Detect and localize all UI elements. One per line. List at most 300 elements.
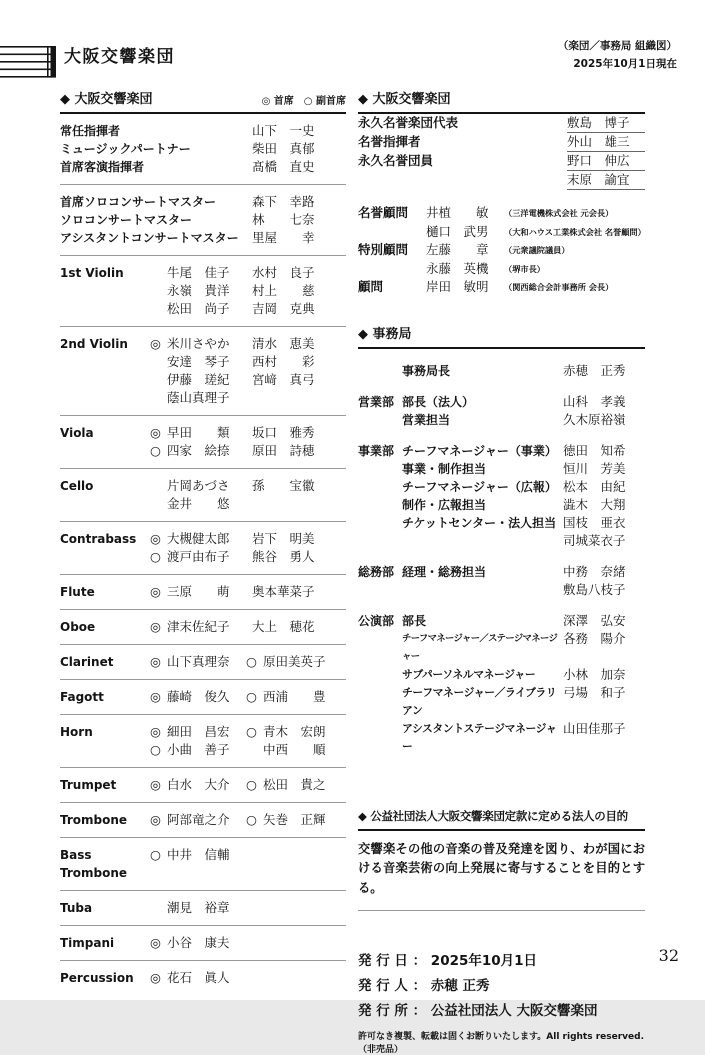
principal-mark: ◎ <box>150 619 161 634</box>
principal-mark <box>150 282 167 300</box>
name-cell <box>150 741 246 759</box>
name-cell <box>246 229 346 247</box>
principal-mark <box>150 495 167 513</box>
instrument-label: 1st Violin <box>60 266 124 280</box>
department-label <box>358 514 402 532</box>
instrument-label: Oboe <box>60 620 96 634</box>
instrument-label: Flute <box>60 585 95 599</box>
spacer <box>358 190 645 204</box>
member-name: 松田 貴之 <box>263 777 326 792</box>
instrument-section <box>60 926 346 961</box>
principal-mark: ◎ <box>150 584 161 599</box>
name-cell <box>150 653 246 671</box>
colophon-line: 発 行 日 ： 2025年10月1日 <box>358 953 538 970</box>
orchestra-section-header <box>60 88 346 114</box>
office-row <box>358 581 645 599</box>
instrument-section <box>60 416 346 469</box>
department-label <box>358 532 402 550</box>
role-label: ミュージックパートナー <box>60 142 191 156</box>
office-row <box>358 460 645 478</box>
instrument-label: Bass Trombone <box>60 848 128 880</box>
instrument-label <box>60 442 150 460</box>
office-row <box>358 630 645 666</box>
member-name: 各務 陽介 <box>563 630 626 646</box>
name-cell <box>150 530 246 548</box>
role-label: ソロコンサートマスター <box>60 213 193 227</box>
instrument-label <box>60 300 150 318</box>
instrument-section <box>60 610 346 645</box>
member-row <box>60 389 346 407</box>
member-name: 米川さやか <box>167 336 230 351</box>
name-cell <box>150 899 246 917</box>
leader-group <box>60 114 346 185</box>
role-label: チーフマネージャー／ステージマネージャー <box>402 632 558 662</box>
role-label: 部長（法人） <box>402 394 475 409</box>
instrument-label: Trombone <box>60 813 128 827</box>
office-row <box>358 478 645 496</box>
member-row <box>60 846 346 882</box>
principal-mark: ○ <box>246 777 257 792</box>
name-cell <box>150 477 246 495</box>
member-name: 国枝 亜衣 <box>563 514 626 530</box>
principal-mark: ◎ <box>150 812 161 827</box>
meta-as-of-date: 2025年10月1日現在 <box>573 57 677 70</box>
name-cell <box>150 811 246 829</box>
member-name: 蔭山真理子 <box>167 390 230 405</box>
instrument-label: Viola <box>60 426 94 440</box>
name-cell <box>150 424 246 442</box>
instrument-label <box>60 389 150 407</box>
instrument-label: Cello <box>60 479 94 493</box>
name-cell <box>246 776 346 794</box>
member-name: 三原 萌 <box>167 584 230 599</box>
honorary-row <box>358 171 645 190</box>
member-row <box>60 776 346 794</box>
principal-mark: ◎ <box>150 970 161 985</box>
member-name: 永嶺 貴洋 <box>167 283 230 298</box>
member-name: 津末佐紀子 <box>167 619 230 634</box>
member-row <box>60 530 346 548</box>
member-name: 野口 伸広 <box>567 152 645 171</box>
instrument-section <box>60 575 346 610</box>
member-name: 山下真理奈 <box>167 654 230 669</box>
advisor-row <box>358 278 645 297</box>
department-label <box>358 666 402 684</box>
member-name: 中務 奈緒 <box>563 563 626 579</box>
department-label <box>358 478 402 496</box>
role-label: アシスタントステージマネージャー <box>402 721 557 753</box>
advisor-row <box>358 241 645 260</box>
name-cell <box>150 723 246 741</box>
member-name: 西浦 豊 <box>263 689 326 704</box>
member-row <box>60 282 346 300</box>
page-meta <box>558 38 677 74</box>
name-cell <box>150 618 246 636</box>
member-row <box>60 741 346 759</box>
instrument-label <box>60 548 150 566</box>
member-name: 髙橋 直史 <box>252 159 315 174</box>
office-row <box>358 393 645 411</box>
member-name: 中西 順 <box>263 742 326 757</box>
honorary-title: 名誉指揮者 <box>358 134 421 149</box>
leader-row <box>60 211 346 229</box>
member-row <box>60 618 346 636</box>
instrument-section <box>60 645 346 680</box>
principal-mark: ○ <box>246 689 257 704</box>
member-name: 渡戸由布子 <box>167 549 230 564</box>
role-label: チーフマネージャー（広報） <box>402 479 557 494</box>
name-cell <box>246 530 346 548</box>
leader-row <box>60 193 346 211</box>
member-name: 岩下 明美 <box>252 531 315 546</box>
honorary-title <box>358 171 567 190</box>
instrument-label: Fagott <box>60 690 104 704</box>
honorary-row <box>358 133 645 152</box>
principal-mark: ◎ <box>150 654 161 669</box>
role-label <box>402 532 563 550</box>
role-label: 常任指揮者 <box>60 124 121 138</box>
instrument-label: Horn <box>60 725 93 739</box>
page-number: 32 <box>658 946 679 965</box>
role-label: チケットセンター・法人担当 <box>402 515 557 530</box>
music-staff-icon <box>0 44 56 80</box>
member-row <box>60 442 346 460</box>
leader-row <box>60 158 346 176</box>
office-row <box>358 411 645 429</box>
instrument-label: Contrabass <box>60 532 137 546</box>
office-row <box>358 532 645 550</box>
role-label: 営業担当 <box>402 412 451 427</box>
name-cell <box>246 583 346 601</box>
advisor-title <box>358 223 426 242</box>
department-label: 営業部 <box>358 394 395 409</box>
role-label: チーフマネージャー（事業） <box>402 443 557 458</box>
member-name: 片岡あづさ <box>167 478 230 493</box>
principal-mark <box>150 477 167 495</box>
member-row <box>60 969 346 987</box>
department-label <box>358 581 402 599</box>
member-row <box>60 371 346 389</box>
member-row <box>60 653 346 671</box>
meta-orgchart-note: （楽団／事務局 組織図） <box>557 40 677 52</box>
name-cell <box>246 741 346 759</box>
member-name: 四家 絵捺 <box>167 443 230 458</box>
name-cell <box>246 335 346 353</box>
member-row <box>60 934 346 952</box>
page-title: 大阪交響楽団 <box>64 47 175 67</box>
org-board-title: ◆ 大阪交響楽団 <box>358 92 451 107</box>
colophon-line: 発 行 所 ： 公益社団法人 大阪交響楽団 <box>358 1003 598 1020</box>
name-cell <box>150 495 246 513</box>
name-cell <box>150 846 246 882</box>
purpose-header <box>358 808 645 831</box>
member-name: 西村 彩 <box>252 354 315 369</box>
office-header <box>358 323 645 349</box>
honorary-title: 永久名誉団員 <box>358 153 434 168</box>
department-label <box>358 460 402 478</box>
member-name: 岸田 敏明 <box>426 279 489 294</box>
role-label: 事業・制作担当 <box>402 461 487 476</box>
member-list <box>60 114 346 995</box>
instrument-label: Trumpet <box>60 778 117 792</box>
name-cell <box>150 776 246 794</box>
name-cell <box>150 282 246 300</box>
advisor-note: （堺市長） <box>504 263 545 274</box>
colophon-lines <box>358 949 645 1024</box>
principal-mark <box>150 899 167 917</box>
instrument-label: Timpani <box>60 936 115 950</box>
leader-row <box>60 229 346 247</box>
member-name: 山科 孝義 <box>563 393 626 409</box>
colophon <box>358 949 645 1055</box>
advisor-list <box>358 204 645 297</box>
office-row <box>358 666 645 684</box>
principal-mark: ○ <box>246 654 257 669</box>
member-name: 宮﨑 真弓 <box>252 372 315 387</box>
leader-row <box>60 122 346 140</box>
office-row <box>358 720 645 756</box>
principal-mark: ○ <box>150 549 161 564</box>
member-row <box>60 495 346 513</box>
name-cell <box>150 688 246 706</box>
name-cell <box>150 442 246 460</box>
member-name: 水村 良子 <box>252 265 315 280</box>
purpose-title: ◆ 公益社団法人大阪交響楽団定款に定める法人の目的 <box>358 808 628 823</box>
instrument-section <box>60 469 346 522</box>
member-row <box>60 424 346 442</box>
office-row <box>358 362 645 380</box>
department-label <box>358 684 402 720</box>
name-cell <box>246 158 346 176</box>
name-cell <box>246 477 346 495</box>
member-name: 山下 一史 <box>252 123 315 138</box>
member-name: 山田佳那子 <box>563 720 626 736</box>
member-name: 安達 琴子 <box>167 354 230 369</box>
name-cell <box>246 548 346 566</box>
principal-mark: ○ <box>150 742 161 757</box>
advisor-note: （大和ハウス工業株式会社 名誉顧問） <box>504 226 646 237</box>
name-cell <box>150 389 246 407</box>
principal-mark: ◎ <box>150 724 161 739</box>
role-label: 経理・総務担当 <box>402 564 487 579</box>
member-name: 坂口 雅秀 <box>252 425 315 440</box>
principal-mark <box>150 300 167 318</box>
department-label <box>358 411 402 429</box>
member-name: 樋口 武男 <box>426 223 489 239</box>
orchestra-section-title: ◆ 大阪交響楽団 <box>60 92 153 107</box>
instrument-section <box>60 256 346 327</box>
principal-mark: ◎ <box>150 336 161 351</box>
principal-mark: ○ <box>246 724 257 739</box>
instrument-label <box>60 371 150 389</box>
office-row <box>358 612 645 630</box>
member-name: 藤崎 俊久 <box>167 689 230 704</box>
department-label: 事業部 <box>358 443 395 458</box>
member-name: 左藤 章 <box>426 242 489 257</box>
office-row <box>358 442 645 460</box>
member-name: 中井 信輔 <box>167 847 230 862</box>
member-name: 小林 加奈 <box>563 666 626 682</box>
instrument-section <box>60 838 346 891</box>
instrument-label <box>60 741 150 759</box>
name-cell <box>246 353 346 371</box>
advisor-note: （関西総合会計事務所 会長） <box>504 282 614 292</box>
org-board-header <box>358 88 645 114</box>
instrument-section <box>60 522 346 575</box>
advisor-note: （三洋電機株式会社 元会長） <box>504 208 614 218</box>
office-row <box>358 684 645 720</box>
instrument-section <box>60 891 346 926</box>
advisor-note: （元衆議院議員） <box>504 245 570 255</box>
role-label <box>402 581 563 599</box>
member-row <box>60 688 346 706</box>
name-cell <box>150 548 246 566</box>
name-cell <box>246 723 346 741</box>
name-cell <box>246 264 346 282</box>
principal-mark <box>246 741 263 759</box>
name-cell <box>150 335 246 353</box>
leader-group <box>60 185 346 256</box>
advisor-title: 名誉顧問 <box>358 205 409 220</box>
name-cell <box>150 934 246 952</box>
name-cell <box>246 618 346 636</box>
instrument-label <box>60 495 150 513</box>
member-row <box>60 548 346 566</box>
principal-mark: ◎ <box>150 935 161 950</box>
member-name: 永藤 英機 <box>426 260 489 276</box>
department-label: 公演部 <box>358 613 395 628</box>
member-name: 大上 穂花 <box>252 619 315 634</box>
office-staff-list <box>358 362 645 756</box>
principal-legend: ◎ 首席 ○ 副首席 <box>261 96 346 107</box>
member-row <box>60 264 346 282</box>
principal-mark: ◎ <box>150 689 161 704</box>
member-name: 深澤 弘安 <box>563 612 626 628</box>
instrument-section <box>60 803 346 838</box>
name-cell <box>246 122 346 140</box>
honorary-row <box>358 152 645 171</box>
principal-mark: ○ <box>150 443 161 458</box>
name-cell <box>246 811 346 829</box>
member-name: 原田美英子 <box>263 654 326 669</box>
member-name: 花石 眞人 <box>167 970 230 985</box>
principal-mark <box>150 264 167 282</box>
member-name: 末原 諭宜 <box>567 171 645 190</box>
name-cell <box>246 300 346 318</box>
principal-mark <box>150 353 167 371</box>
principal-mark: ◎ <box>150 531 161 546</box>
member-name: 青木 宏朗 <box>263 724 326 739</box>
member-name: 敷島 博子 <box>567 114 645 133</box>
principal-mark <box>150 371 167 389</box>
member-name: 牛尾 佳子 <box>167 265 230 280</box>
name-cell <box>246 688 346 706</box>
member-row <box>60 583 346 601</box>
role-label: チーフマネージャー／ライブラリアン <box>402 685 557 717</box>
colophon-rights-note: 許可なき複製、転載は固くお断りいたします。All rights reserved.（非売品） <box>358 1032 644 1055</box>
member-name: 阿部竜之介 <box>167 812 230 827</box>
member-name: 伊藤 瑳紀 <box>167 372 230 387</box>
principal-mark: ◎ <box>150 777 161 792</box>
name-cell <box>150 371 246 389</box>
member-row <box>60 811 346 829</box>
member-row <box>60 300 346 318</box>
member-name: 森下 幸路 <box>252 194 315 209</box>
member-row <box>60 899 346 917</box>
name-cell <box>246 282 346 300</box>
leader-row <box>60 140 346 158</box>
member-name: 徳田 知希 <box>563 442 626 458</box>
advisor-title: 顧問 <box>358 279 384 294</box>
member-name: 柴田 真郁 <box>252 141 315 156</box>
honorary-row <box>358 114 645 133</box>
name-cell <box>150 264 246 282</box>
member-row <box>60 335 346 353</box>
name-cell <box>246 424 346 442</box>
member-name: 早田 類 <box>167 425 230 440</box>
member-name: 司城菜衣子 <box>563 532 626 548</box>
advisor-title: 特別顧問 <box>358 242 409 257</box>
orchestra-members-column <box>60 88 346 995</box>
member-name: 小谷 康夫 <box>167 935 230 950</box>
instrument-label <box>60 282 150 300</box>
member-name: 大槻健太郎 <box>167 531 230 546</box>
instrument-label: 2nd Violin <box>60 337 128 351</box>
role-label: 首席客演指揮者 <box>60 160 145 174</box>
role-label: 部長 <box>402 613 427 628</box>
advisor-row <box>358 260 645 279</box>
name-cell <box>150 583 246 601</box>
principal-mark <box>150 389 167 407</box>
member-name: 井植 敏 <box>426 205 489 220</box>
instrument-label: Clarinet <box>60 655 114 669</box>
advisor-row <box>358 223 645 242</box>
office-title: ◆ 事務局 <box>358 326 412 342</box>
name-cell <box>246 653 346 671</box>
member-row <box>60 353 346 371</box>
member-name: 外山 雄三 <box>567 133 645 152</box>
member-name: 松田 尚子 <box>167 301 230 316</box>
role-label: サブパーソネルマネージャー <box>402 667 536 681</box>
member-name: 里屋 幸 <box>252 230 315 245</box>
member-name: 清水 恵美 <box>252 336 315 351</box>
member-name: 敷島八枝子 <box>563 581 626 597</box>
name-cell <box>150 969 246 987</box>
department-label <box>358 630 402 666</box>
instrument-label: Percussion <box>60 971 134 985</box>
instrument-section <box>60 961 346 995</box>
name-cell <box>246 371 346 389</box>
member-name: 孫 宝徽 <box>252 478 315 493</box>
name-cell <box>246 140 346 158</box>
department-label <box>358 362 402 380</box>
honorary-title: 永久名誉楽団代表 <box>358 115 459 130</box>
principal-mark: ○ <box>150 847 161 862</box>
purpose-body: 交響楽その他の音楽の普及発達を図り、わが国における音楽芸術の向上発展に寄与することを目的とする。 <box>358 831 645 912</box>
instrument-label <box>60 353 150 371</box>
department-label: 総務部 <box>358 564 395 579</box>
role-label: 事務局長 <box>402 363 451 378</box>
member-name: 原田 詩穂 <box>252 443 315 458</box>
member-name: 澁木 大翔 <box>563 496 626 512</box>
name-cell <box>246 211 346 229</box>
member-name: 赤穂 正秀 <box>563 362 626 378</box>
advisor-title <box>358 260 426 279</box>
instrument-section <box>60 327 346 416</box>
member-name: 矢巻 正輝 <box>263 812 326 827</box>
member-name: 村上 慈 <box>252 283 315 298</box>
organization-column <box>358 88 645 1055</box>
